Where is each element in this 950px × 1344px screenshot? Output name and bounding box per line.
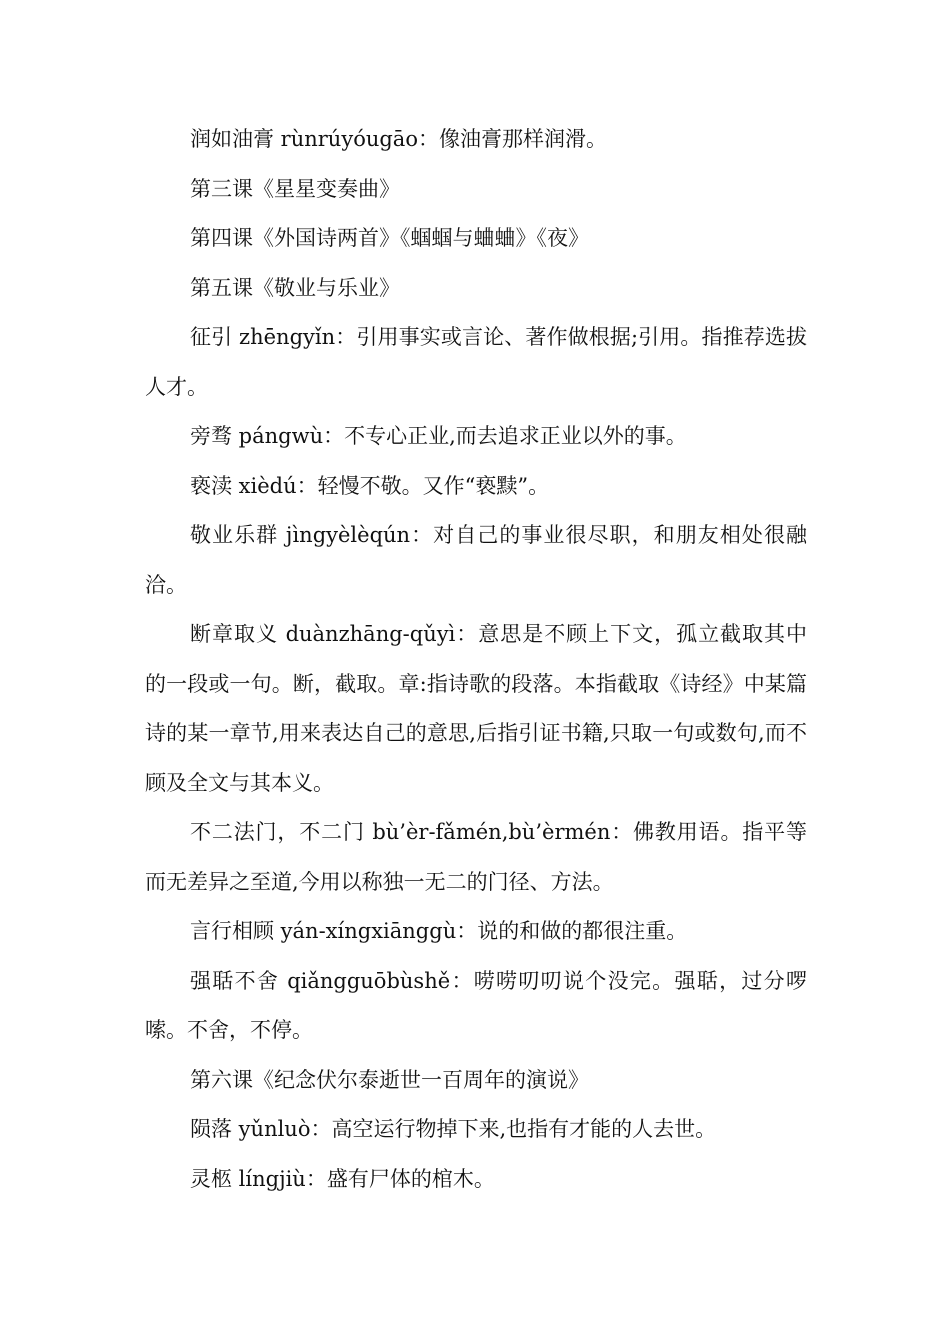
paragraph-zhengyin: 征引 zhēngyǐn：引用事实或言论、著作做根据;引用。指推荐选拔人才。 (145, 325, 807, 399)
paragraph-yunluo: 陨落 yǔnluò：高空运行物掉下来,也指有才能的人去世。 (190, 1117, 717, 1141)
paragraph-duanzhangquyi: 断章取义 duànzhāng-qǔyì：意思是不顾上下文，孤立截取其中的一段或一句。断，截取。章:指诗歌的段落。本指截取《诗经》中某篇诗的某一章节,用来表达自己的意思,后指引证书籍,只取一句或数句,而不顾及全文与其本义。 (145, 622, 807, 795)
paragraph-buerfamen: 不二法门，不二门 bù’èr-fǎmén,bù’èrmén：佛教用语。指平等而无差异之至道,今用以称独一无二的门径、方法。 (145, 820, 807, 894)
document-body (145, 115, 807, 1204)
paragraph-pangwu: 旁骛 pángwù：不专心正业,而去追求正业以外的事。 (190, 424, 687, 448)
paragraph-runruyougao: 润如油膏 rùnrúyóugāo：像油膏那样润滑。 (190, 127, 607, 151)
lesson-heading-5: 第五课《敬业与乐业》 (190, 275, 400, 300)
lesson-heading-3: 第三课《星星变奏曲》 (190, 176, 400, 201)
paragraph-xiedu: 亵渎 xièdú：轻慢不敬。又作“亵黩”。 (190, 473, 550, 498)
paragraph-yanxingxianggu: 言行相顾 yán-xíngxiānggù：说的和做的都很注重。 (190, 919, 688, 943)
paragraph-lingjiu: 灵柩 língjiù：盛有尸体的棺木。 (190, 1166, 495, 1191)
paragraph-qiangguobushe: 强聒不舍 qiǎngguōbùshě：唠唠叨叨说个没完。强聒，过分啰嗦。不舍，不停。 (145, 968, 807, 1042)
paragraph-jingyelequn: 敬业乐群 jìngyèlèqún：对自己的事业很尽职，和朋友相处很融洽。 (145, 523, 807, 597)
lesson-heading-4: 第四课《外国诗两首》《蝈蝈与蛐蛐》《夜》 (190, 226, 589, 250)
lesson-heading-6: 第六课《纪念伏尔泰逝世一百周年的演说》 (190, 1067, 589, 1092)
